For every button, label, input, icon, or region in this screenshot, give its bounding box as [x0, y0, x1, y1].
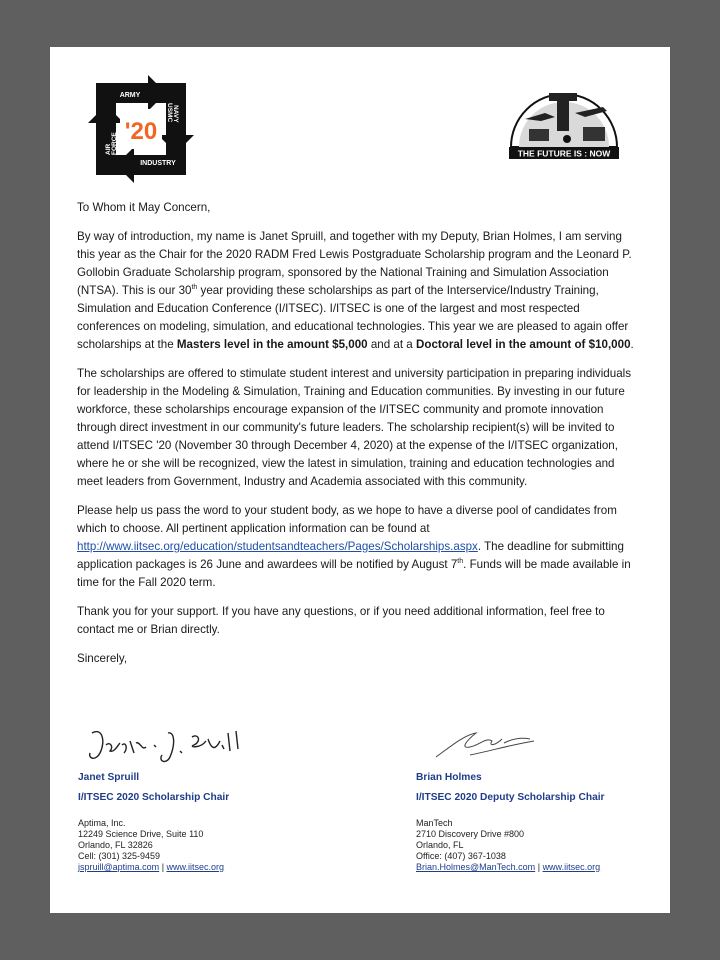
- logo-industry: INDUSTRY: [140, 160, 176, 167]
- greeting: To Whom it May Concern,: [77, 201, 211, 214]
- right-signer-address: ManTech 2710 Discovery Drive #800 Orlando, FL Office: (407) 367-1038 Brian.Holmes@ManTech.com | www.iitsec.org: [416, 818, 601, 872]
- logo-year: '20: [124, 118, 158, 145]
- logo-usmc: USMC: [166, 103, 173, 123]
- logo-army: ARMY: [119, 92, 141, 99]
- scholarship-link[interactable]: http://www.iitsec.org/education/studentsandteachers/Pages/Scholarships.aspx: [77, 540, 478, 553]
- logo-navy: NAVY: [172, 105, 179, 123]
- right-email-link[interactable]: Brian.Holmes@ManTech.com: [416, 862, 536, 872]
- signature-brian: [430, 727, 550, 768]
- paragraph-introduction: By way of introduction, my name is Janet Spruill, and together with my Deputy, Brian Holmes, I am serving this year as the Chair for the 2020 RADM Fred Lewis Postgraduate Scholarship program and the Leonard P. Gollobin Graduate Scholarship program, sponsored by the National Training and Simulation Association (NTSA). This is our 30th year providing these scholarships as part of the Interservice/Industry Training, Simulation and Education Conference (I/ITSEC). I/ITSEC is one of the largest and most respected conferences on modeling, simulation, and educational technologies. This year we are pleased to again offer scholarships at the Masters level in the amount $5,000 and at a Doctoral level in the amount of $10,000.: [77, 230, 634, 351]
- letter-body: [77, 199, 643, 679]
- left-signer-address: Aptima, Inc. 12249 Science Drive, Suite 110 Orlando, FL 32826 Cell: (301) 325-9459 jspruill@aptima.com | www.iitsec.org: [78, 818, 225, 872]
- logo-force: FORCE: [111, 132, 118, 155]
- signature-janet: [84, 723, 264, 774]
- iitsec-20-logo: [86, 73, 196, 185]
- letter-page: [50, 47, 670, 913]
- future-is-now-logo: [505, 85, 623, 167]
- logo-air: AIR: [105, 143, 112, 155]
- right-signer-title: I/ITSEC 2020 Deputy Scholarship Chair: [416, 792, 605, 803]
- paragraph-thanks: Thank you for your support. If you have any questions, or if you need additional information, feel free to contact me or Brian directly.: [77, 605, 605, 636]
- left-web-link[interactable]: www.iitsec.org: [166, 862, 225, 872]
- closing: Sincerely,: [77, 652, 128, 665]
- left-email-link[interactable]: jspruill@aptima.com: [78, 862, 160, 872]
- left-signer-title: I/ITSEC 2020 Scholarship Chair: [78, 792, 230, 803]
- paragraph-purpose: The scholarships are offered to stimulate student interest and university participation in preparing individuals for leadership in the Modeling & Simulation, Training and Education communities. By investing in our future workforce, these scholarships encourage expansion of the I/ITSEC community and promote innovation through direct investment in our community's future leaders. The scholarship recipient(s) will be invited to attend I/ITSEC '20 (November 30 through December 4, 2020) at the expense of the I/ITSEC organization, where he or she will be recognized, view the latest in simulation, training and education technologies and meet leaders from Government, Industry and Academia associated with this community.: [77, 367, 632, 488]
- logo-tagline: THE FUTURE IS : NOW: [517, 148, 611, 159]
- paragraph-application: Please help us pass the word to your student body, as we hope to have a diverse pool of candidates from which to choose. All pertinent application information can be found at http://www.iitsec.org/education/studentsandteachers/Pages/Scholarships.aspx. The deadline for submitting application packages is 26 June and awardees will be notified by August 7th. Funds will be made available in time for the Fall 2020 term.: [77, 504, 631, 589]
- left-signer-name: Janet Spruill: [78, 772, 140, 783]
- right-web-link[interactable]: www.iitsec.org: [542, 862, 601, 872]
- right-signer-name: Brian Holmes: [416, 772, 482, 783]
